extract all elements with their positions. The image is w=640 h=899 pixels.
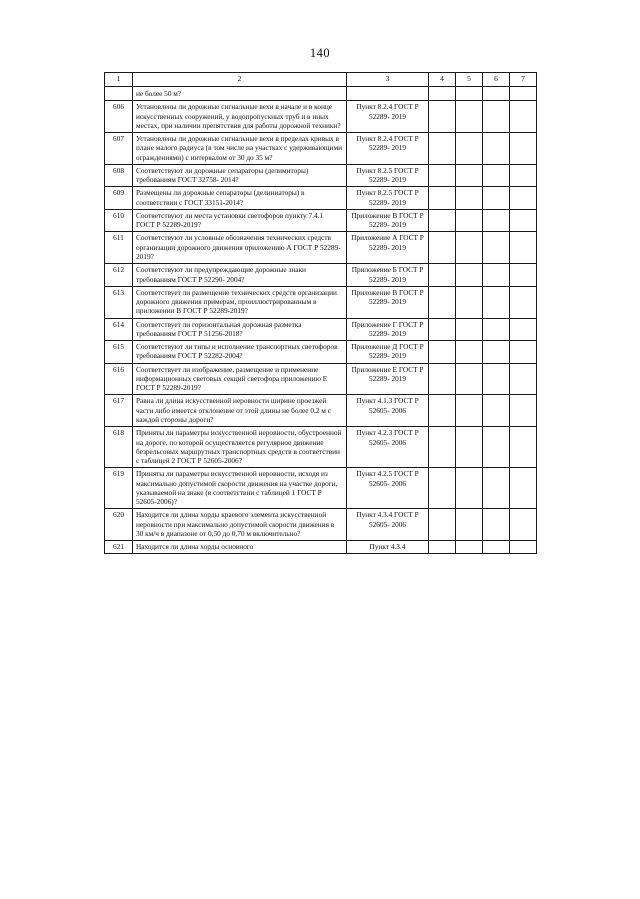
row-mark-4 (429, 264, 456, 287)
row-mark-7 (510, 232, 537, 264)
row-mark-4 (429, 187, 456, 210)
row-requirement: Соответствует ли изображение, размещение и применение информационных световых секций светофора приложению Е ГОСТ Р 52289-2019? (133, 363, 347, 395)
row-number: 609 (105, 187, 133, 210)
column-header-2: 2 (133, 73, 347, 87)
row-number: 610 (105, 209, 133, 232)
row-mark-4 (429, 164, 456, 187)
row-mark-7 (510, 468, 537, 509)
row-requirement: Размещены ли дорожные сепараторы (делиниаторы) в соответствии с ГОСТ 33151-2014? (133, 187, 347, 210)
row-reference: Пункт 4.1.3 ГОСТ Р 52605- 2006 (347, 395, 429, 427)
row-mark-4 (429, 209, 456, 232)
row-reference: Пункт 8.2.5 ГОСТ Р 52289- 2019 (347, 164, 429, 187)
table-row (105, 427, 537, 468)
row-mark-7 (510, 264, 537, 287)
row-mark-6 (483, 264, 510, 287)
row-mark-5 (456, 264, 483, 287)
row-mark-6 (483, 341, 510, 364)
row-number: 621 (105, 541, 133, 554)
row-requirement: Равна ли длина искусственной неровности ширине проезжей части либо имеется отклонение от этой длины не более 0,2 м с каждой стороны дороги? (133, 395, 347, 427)
row-mark-6 (483, 468, 510, 509)
row-mark-4 (429, 427, 456, 468)
row-reference: Приложение Б ГОСТ Р 52289- 2019 (347, 264, 429, 287)
row-mark-5 (456, 286, 483, 318)
row-number: 613 (105, 286, 133, 318)
row-number: 607 (105, 133, 133, 165)
row-reference: Пункт 4.3.4 ГОСТ Р 52605- 2006 (347, 509, 429, 541)
row-mark-5 (456, 164, 483, 187)
row-mark-7 (510, 395, 537, 427)
row-requirement: Соответствует ли горизонтальная дорожная разметка требованиям ГОСТ Р 51256-2018? (133, 318, 347, 341)
row-mark-4 (429, 363, 456, 395)
row-mark-5 (456, 318, 483, 341)
table-row (105, 187, 537, 210)
row-requirement: Соответствуют ли дорожные сепараторы (делимиторы) требованиям ГОСТ 32758- 2014? (133, 164, 347, 187)
row-mark-6 (483, 209, 510, 232)
row-reference: Пункт 8.2.4 ГОСТ Р 52289- 2019 (347, 101, 429, 133)
row-mark-4 (429, 232, 456, 264)
row-mark-6 (483, 427, 510, 468)
row-number (105, 87, 133, 101)
table-row (105, 468, 537, 509)
table-row (105, 541, 537, 554)
row-reference: Пункт 4.3.4 (347, 541, 429, 554)
row-mark-5 (456, 509, 483, 541)
row-mark-7 (510, 363, 537, 395)
row-mark-5 (456, 541, 483, 554)
row-reference: Приложение А ГОСТ Р 52289- 2019 (347, 232, 429, 264)
row-mark-6 (483, 232, 510, 264)
row-mark-4 (429, 468, 456, 509)
row-mark-5 (456, 341, 483, 364)
row-mark-5 (456, 232, 483, 264)
row-mark-4 (429, 541, 456, 554)
row-number: 611 (105, 232, 133, 264)
table-row (105, 133, 537, 165)
page-number: 140 (309, 46, 331, 60)
row-mark-5 (456, 468, 483, 509)
row-reference: Пункт 8.2.4 ГОСТ Р 52289- 2019 (347, 133, 429, 165)
row-mark-6 (483, 541, 510, 554)
row-reference: Пункт 8.2.5 ГОСТ Р 52289- 2019 (347, 187, 429, 210)
row-reference (347, 87, 429, 101)
table-row (105, 101, 537, 133)
table-row (105, 395, 537, 427)
row-mark-7 (510, 209, 537, 232)
row-mark-6 (483, 395, 510, 427)
row-mark-7 (510, 101, 537, 133)
row-mark-4 (429, 286, 456, 318)
row-requirement: Соответствуют ли места установки светофоров пункту 7.4.1 ГОСТ Р 52289-2019? (133, 209, 347, 232)
row-number: 608 (105, 164, 133, 187)
column-header-4: 4 (429, 73, 456, 87)
row-requirement: Находится ли длина хорды основного (133, 541, 347, 554)
row-mark-6 (483, 286, 510, 318)
row-mark-7 (510, 509, 537, 541)
row-mark-5 (456, 427, 483, 468)
row-reference: Приложение Г ГОСТ Р 52289- 2019 (347, 318, 429, 341)
row-mark-6 (483, 87, 510, 101)
row-number: 615 (105, 341, 133, 364)
row-mark-4 (429, 133, 456, 165)
row-mark-6 (483, 187, 510, 210)
table-row (105, 232, 537, 264)
row-reference: Приложение В ГОСТ Р 52289- 2019 (347, 209, 429, 232)
column-header-7: 7 (510, 73, 537, 87)
row-mark-5 (456, 209, 483, 232)
row-reference: Пункт 4.2.5 ГОСТ Р 52605- 2006 (347, 468, 429, 509)
row-number: 618 (105, 427, 133, 468)
table-row (105, 164, 537, 187)
row-mark-6 (483, 164, 510, 187)
row-requirement: Соответствует ли размещение технических средств организации дорожного движения примерам, проиллюстрированным в приложении В ГОСТ Р 52289-2019? (133, 286, 347, 318)
table-header-row (105, 73, 537, 87)
row-mark-5 (456, 133, 483, 165)
row-number: 606 (105, 101, 133, 133)
row-mark-7 (510, 87, 537, 101)
table-row (105, 286, 537, 318)
row-mark-7 (510, 427, 537, 468)
table-row (105, 87, 537, 101)
table-row (105, 509, 537, 541)
row-mark-7 (510, 341, 537, 364)
column-header-3: 3 (347, 73, 429, 87)
row-mark-6 (483, 133, 510, 165)
row-requirement: Приняты ли параметры искусственной неровности, исходя из максимально допустимой скорости движения на участке дороги, указываемой на знаке (в соответствии с таблицей 1 ГОСТ Р 52605-2006)? (133, 468, 347, 509)
row-number: 619 (105, 468, 133, 509)
row-requirement: не более 50 м? (133, 87, 347, 101)
row-number: 616 (105, 363, 133, 395)
row-mark-7 (510, 318, 537, 341)
row-mark-4 (429, 318, 456, 341)
row-mark-4 (429, 509, 456, 541)
table-row (105, 264, 537, 287)
row-mark-4 (429, 395, 456, 427)
row-reference: Пункт 4.2.3 ГОСТ Р 52605- 2006 (347, 427, 429, 468)
row-mark-5 (456, 395, 483, 427)
row-requirement: Соответствуют ли предупреждающие дорожные знаки требованиям ГОСТ Р 52290- 2004? (133, 264, 347, 287)
table-row (105, 209, 537, 232)
row-number: 620 (105, 509, 133, 541)
row-mark-5 (456, 187, 483, 210)
row-requirement: Находится ли длина хорды краевого элемента искусственной неровности при максимально допустимой скорости движения в 30 км/ч в диапазоне от 0,50 до 0,70 м включительно? (133, 509, 347, 541)
row-mark-6 (483, 509, 510, 541)
row-number: 612 (105, 264, 133, 287)
column-header-5: 5 (456, 73, 483, 87)
column-header-6: 6 (483, 73, 510, 87)
row-mark-5 (456, 363, 483, 395)
table-row (105, 363, 537, 395)
row-requirement: Приняты ли параметры искусственной неровности, обустроенной на дороге, по которой осуществляется регулярное движение безрельсовых маршрутных транспортных средств в соответствии с таблицей 2 ГОСТ Р 52605-2006? (133, 427, 347, 468)
row-mark-4 (429, 87, 456, 101)
row-requirement: Установлены ли дорожные сигнальные вехи в пределах кривых в плане малого радиуса (в том числе на участках с удерживающими ограждениями) с интервалом от 30 до 35 м? (133, 133, 347, 165)
column-header-1: 1 (105, 73, 133, 87)
row-reference: Приложение Д ГОСТ Р 52289- 2019 (347, 341, 429, 364)
row-mark-7 (510, 133, 537, 165)
row-mark-6 (483, 318, 510, 341)
row-requirement: Соответствуют ли типы и исполнение транспортных светофоров требованиям ГОСТ Р 52282-2004? (133, 341, 347, 364)
requirements-table (104, 72, 537, 554)
row-mark-7 (510, 286, 537, 318)
row-mark-6 (483, 363, 510, 395)
row-mark-7 (510, 187, 537, 210)
row-mark-5 (456, 87, 483, 101)
row-mark-7 (510, 541, 537, 554)
row-number: 614 (105, 318, 133, 341)
row-requirement: Установлены ли дорожные сигнальные вехи в начале и в конце искусственных сооружений, у водопропускных труб и в иных местах, при наличии препятствия для работы дорожной техники? (133, 101, 347, 133)
table-row (105, 318, 537, 341)
row-reference: Приложение В ГОСТ Р 52289- 2019 (347, 286, 429, 318)
row-mark-5 (456, 101, 483, 133)
row-mark-7 (510, 164, 537, 187)
row-mark-6 (483, 101, 510, 133)
table-row (105, 341, 537, 364)
table-body (105, 73, 537, 554)
row-reference: Приложение Е ГОСТ Р 52289- 2019 (347, 363, 429, 395)
row-requirement: Соответствуют ли условные обозначения технических средств организации дорожного движения приложению А ГОСТ Р 52289- 2019? (133, 232, 347, 264)
row-mark-4 (429, 341, 456, 364)
row-mark-4 (429, 101, 456, 133)
row-number: 617 (105, 395, 133, 427)
